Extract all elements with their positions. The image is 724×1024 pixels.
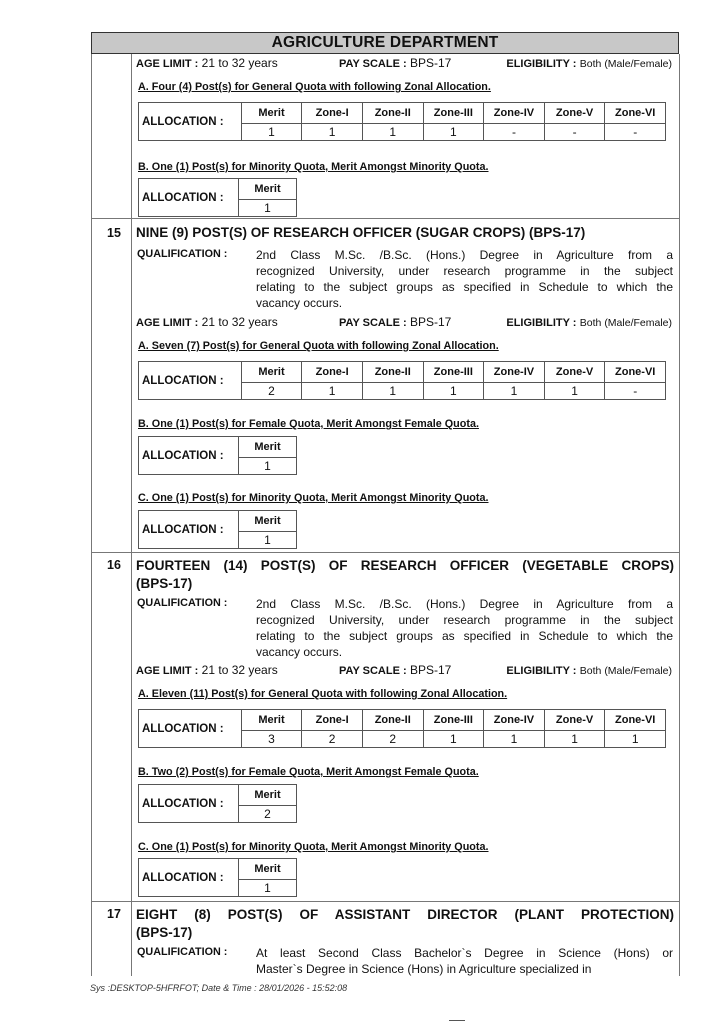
zonal-allocation-table xyxy=(138,102,666,141)
allocation-label: ALLOCATION : xyxy=(139,103,242,141)
allocation-value: - xyxy=(544,124,605,141)
qualification-line: 2nd Class M.Sc. /B.Sc. (Hons.) Degree in Agriculture from a xyxy=(256,248,673,262)
allocation-label: ALLOCATION : xyxy=(139,179,239,217)
allocation-value: 1 xyxy=(362,383,423,400)
allocation-value: 2 xyxy=(362,731,423,748)
eligibility-value: Both (Male/Female) xyxy=(579,317,672,329)
col-header: Zone-V xyxy=(544,362,605,383)
eligibility-value: Both (Male/Female) xyxy=(579,665,672,677)
col-header: Zone-III xyxy=(423,710,484,731)
column-separator xyxy=(131,218,132,552)
quota-heading: C. One (1) Post(s) for Minority Quota, Merit Amongst Minority Quota. xyxy=(138,841,489,853)
qualification-text xyxy=(256,596,673,660)
col-header: Zone-VI xyxy=(605,103,666,124)
allocation-value: 2 xyxy=(239,806,297,823)
age-limit-label: AGE LIMIT : xyxy=(136,58,199,70)
zonal-allocation-table xyxy=(138,709,666,748)
row-separator xyxy=(91,552,679,553)
pay-scale-label: PAY SCALE : xyxy=(339,665,407,677)
allocation-value: 1 xyxy=(544,383,605,400)
col-header: Merit xyxy=(239,859,297,880)
allocation-label: ALLOCATION : xyxy=(139,859,239,897)
qualification-line: relating to the subject groups as specified in Schedule to which the xyxy=(256,629,673,643)
column-separator xyxy=(131,54,132,218)
qualification-label: QUALIFICATION : xyxy=(137,597,228,609)
eligibility-label: ELIGIBILITY : xyxy=(506,317,577,329)
col-header: Zone-II xyxy=(362,710,423,731)
col-header: Merit xyxy=(239,785,297,806)
col-header: Zone-V xyxy=(544,103,605,124)
col-header: Zone-IV xyxy=(484,710,545,731)
allocation-value: 1 xyxy=(239,200,297,217)
merit-allocation-table xyxy=(138,178,297,217)
allocation-value: 1 xyxy=(302,124,363,141)
column-separator xyxy=(131,552,132,901)
col-header: Merit xyxy=(241,103,302,124)
qualification-line: vacancy occurs. xyxy=(256,296,343,310)
allocation-value: 2 xyxy=(302,731,363,748)
info-line xyxy=(136,315,674,331)
qualification-line: 2nd Class M.Sc. /B.Sc. (Hons.) Degree in Agriculture from a xyxy=(256,597,673,611)
post-title xyxy=(136,906,674,942)
merit-allocation-table xyxy=(138,436,297,475)
allocation-label: ALLOCATION : xyxy=(139,785,239,823)
qualification-line: At least Second Class Bachelor`s Degree in Science (Hons) or xyxy=(256,946,673,960)
qualification-line: relating to the subject groups as specified in Schedule to which the xyxy=(256,280,673,294)
quota-heading: A. Four (4) Post(s) for General Quota with following Zonal Allocation. xyxy=(138,81,491,93)
col-header: Merit xyxy=(241,710,302,731)
zonal-allocation-table xyxy=(138,361,666,400)
qualification-line: vacancy occurs. xyxy=(256,645,343,659)
allocation-value: 1 xyxy=(239,880,297,897)
pay-scale-label: PAY SCALE : xyxy=(339,58,407,70)
allocation-value: 1 xyxy=(484,731,545,748)
col-header: Zone-III xyxy=(423,362,484,383)
allocation-label: ALLOCATION : xyxy=(139,710,242,748)
quota-heading: B. One (1) Post(s) for Minority Quota, Merit Amongst Minority Quota. xyxy=(138,161,489,173)
pay-scale-value: BPS-17 xyxy=(410,663,452,677)
page-mark xyxy=(449,1020,465,1021)
allocation-label: ALLOCATION : xyxy=(139,437,239,475)
col-header: Zone-IV xyxy=(484,103,545,124)
allocation-value: 1 xyxy=(484,383,545,400)
col-header: Zone-V xyxy=(544,710,605,731)
post-number: 17 xyxy=(107,907,121,921)
eligibility-label: ELIGIBILITY : xyxy=(506,58,577,70)
post-title-line: (BPS-17) xyxy=(136,925,193,940)
pay-scale-value: BPS-17 xyxy=(410,315,452,329)
eligibility-value: Both (Male/Female) xyxy=(579,58,672,70)
col-header: Merit xyxy=(241,362,302,383)
pay-scale-value: BPS-17 xyxy=(410,56,452,70)
age-limit-value: 21 to 32 years xyxy=(201,56,278,70)
post-number: 16 xyxy=(107,558,121,572)
quota-heading: B. Two (2) Post(s) for Female Quota, Merit Amongst Female Quota. xyxy=(138,766,479,778)
qualification-line: recognized University, under research programme in the subject xyxy=(256,613,673,627)
age-limit-value: 21 to 32 years xyxy=(201,663,278,677)
allocation-value: 2 xyxy=(241,383,302,400)
col-header: Zone-VI xyxy=(605,710,666,731)
qualification-label: QUALIFICATION : xyxy=(137,946,228,958)
allocation-value: 1 xyxy=(362,124,423,141)
allocation-value: 1 xyxy=(423,383,484,400)
quota-heading: B. One (1) Post(s) for Female Quota, Merit Amongst Female Quota. xyxy=(138,418,479,430)
col-header: Merit xyxy=(239,437,297,458)
post-title xyxy=(136,557,674,593)
col-header: Zone-I xyxy=(302,103,363,124)
post-title-line: FOURTEEN (14) POST(S) OF RESEARCH OFFICER (VEGETABLE CROPS) xyxy=(136,558,674,573)
allocation-value: 1 xyxy=(239,532,297,549)
info-line xyxy=(136,663,674,679)
merit-allocation-table xyxy=(138,510,297,549)
info-line xyxy=(136,56,674,72)
qualification-label: QUALIFICATION : xyxy=(137,248,228,260)
allocation-value: 1 xyxy=(239,458,297,475)
quota-heading: C. One (1) Post(s) for Minority Quota, Merit Amongst Minority Quota. xyxy=(138,492,489,504)
merit-allocation-table xyxy=(138,858,297,897)
col-header: Zone-II xyxy=(362,103,423,124)
qualification-text xyxy=(256,247,673,311)
col-header: Zone-I xyxy=(302,710,363,731)
allocation-value: - xyxy=(605,124,666,141)
col-header: Merit xyxy=(239,511,297,532)
merit-allocation-table xyxy=(138,784,297,823)
column-separator xyxy=(131,901,132,976)
allocation-label: ALLOCATION : xyxy=(139,362,242,400)
col-header: Zone-III xyxy=(423,103,484,124)
pay-scale-label: PAY SCALE : xyxy=(339,317,407,329)
age-limit-label: AGE LIMIT : xyxy=(136,317,199,329)
quota-heading: A. Eleven (11) Post(s) for General Quota with following Zonal Allocation. xyxy=(138,688,508,700)
system-footer: Sys :DESKTOP-5HFRFOT; Date & Time : 28/01/2026 - 15:52:08 xyxy=(90,983,348,993)
allocation-value: 1 xyxy=(423,124,484,141)
department-header: AGRICULTURE DEPARTMENT xyxy=(91,32,679,54)
allocation-value: 1 xyxy=(544,731,605,748)
row-separator xyxy=(91,218,679,219)
row-separator xyxy=(91,901,679,902)
post-title-line: EIGHT (8) POST(S) OF ASSISTANT DIRECTOR (PLANT PROTECTION) xyxy=(136,907,674,922)
post-number: 15 xyxy=(107,226,121,240)
eligibility-label: ELIGIBILITY : xyxy=(506,665,577,677)
post-title: NINE (9) POST(S) OF RESEARCH OFFICER (SUGAR CROPS) (BPS-17) xyxy=(136,225,586,240)
allocation-value: - xyxy=(484,124,545,141)
age-limit-label: AGE LIMIT : xyxy=(136,665,199,677)
qualification-text xyxy=(256,945,673,977)
post-title-line: (BPS-17) xyxy=(136,576,193,591)
col-header: Zone-VI xyxy=(605,362,666,383)
col-header: Zone-I xyxy=(302,362,363,383)
col-header: Zone-II xyxy=(362,362,423,383)
allocation-value: 1 xyxy=(302,383,363,400)
allocation-value: 1 xyxy=(605,731,666,748)
allocation-value: - xyxy=(605,383,666,400)
col-header: Zone-IV xyxy=(484,362,545,383)
allocation-value: 3 xyxy=(241,731,302,748)
col-header: Merit xyxy=(239,179,297,200)
allocation-value: 1 xyxy=(423,731,484,748)
allocation-value: 1 xyxy=(241,124,302,141)
qualification-line: recognized University, under research programme in the subject xyxy=(256,264,673,278)
quota-heading: A. Seven (7) Post(s) for General Quota with following Zonal Allocation. xyxy=(138,340,499,352)
qualification-line: Master`s Degree in Science (Hons) in Agriculture specialized in xyxy=(256,962,592,976)
allocation-label: ALLOCATION : xyxy=(139,511,239,549)
age-limit-value: 21 to 32 years xyxy=(201,315,278,329)
